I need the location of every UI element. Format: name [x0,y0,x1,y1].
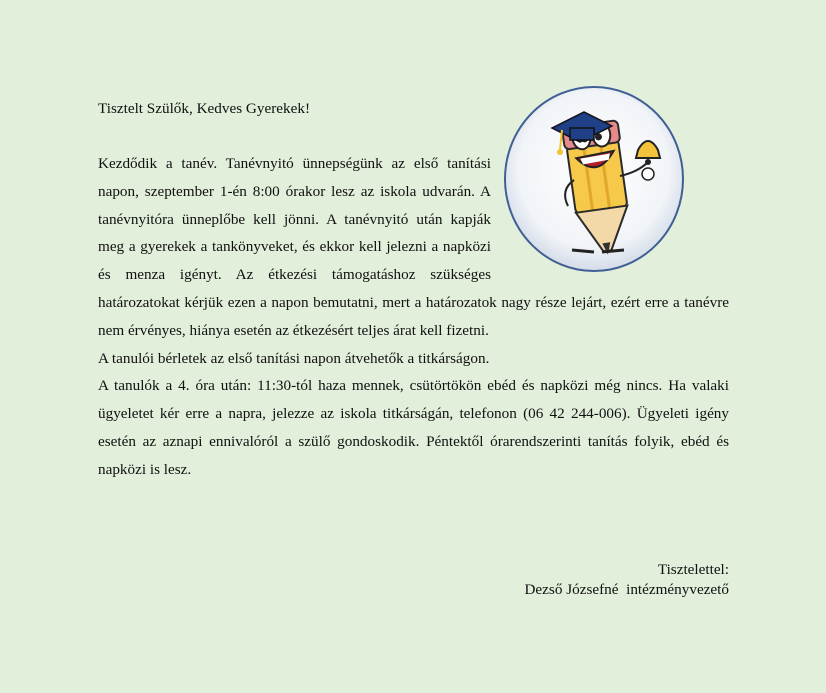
signatory-name: Dezső Józsefné intézményvezető [524,581,729,598]
paragraph-school-start: Kezdődik a tanév. Tanévnyitó ünnepségünk az első tanítási napon, szeptember 1-én 8:00 órakor lesz az iskola udvarán. A tanévnyitóra ünneplőbe kell jönni. A tanévnyitó után kapják meg a gyerekek a tankönyveket, és ekkor kell jelezni a napközi és menza igényt. Az étkezési támogatáshoz szükséges határozatokat kérjük ezen a napon bemutatni, mert a határozatok nagy része lejárt, ezért erre a tanévre nem érvényes, hiánya esetén az étkezésért teljes árat kell fizetni. [98,155,729,339]
closing-text: Tisztelettel: [657,561,729,578]
paragraph-passes: A tanulói bérletek az első tanítási napon átvehetők a titkárságon. [98,349,490,367]
pencil-mascot-icon [502,84,686,274]
letter-greeting: Tisztelt Szülők, Kedves Gyerekek! [98,100,311,117]
paragraph-schedule: A tanulók a 4. óra után: 11:30-tól haza mennek, csütörtökön ebéd és napközi még nincs. Ha valaki ügyeletet kér erre a napra, jelezze az iskola titkárságán, telefonon (06 42 244-006). Ügyeleti igény esetén az aznapi ennivalóról a szülő gondoskodik. Péntektől órarendszerinti tanítás folyik, ebéd és napközi is lesz. [98,377,729,478]
signature-block [524,560,729,600]
